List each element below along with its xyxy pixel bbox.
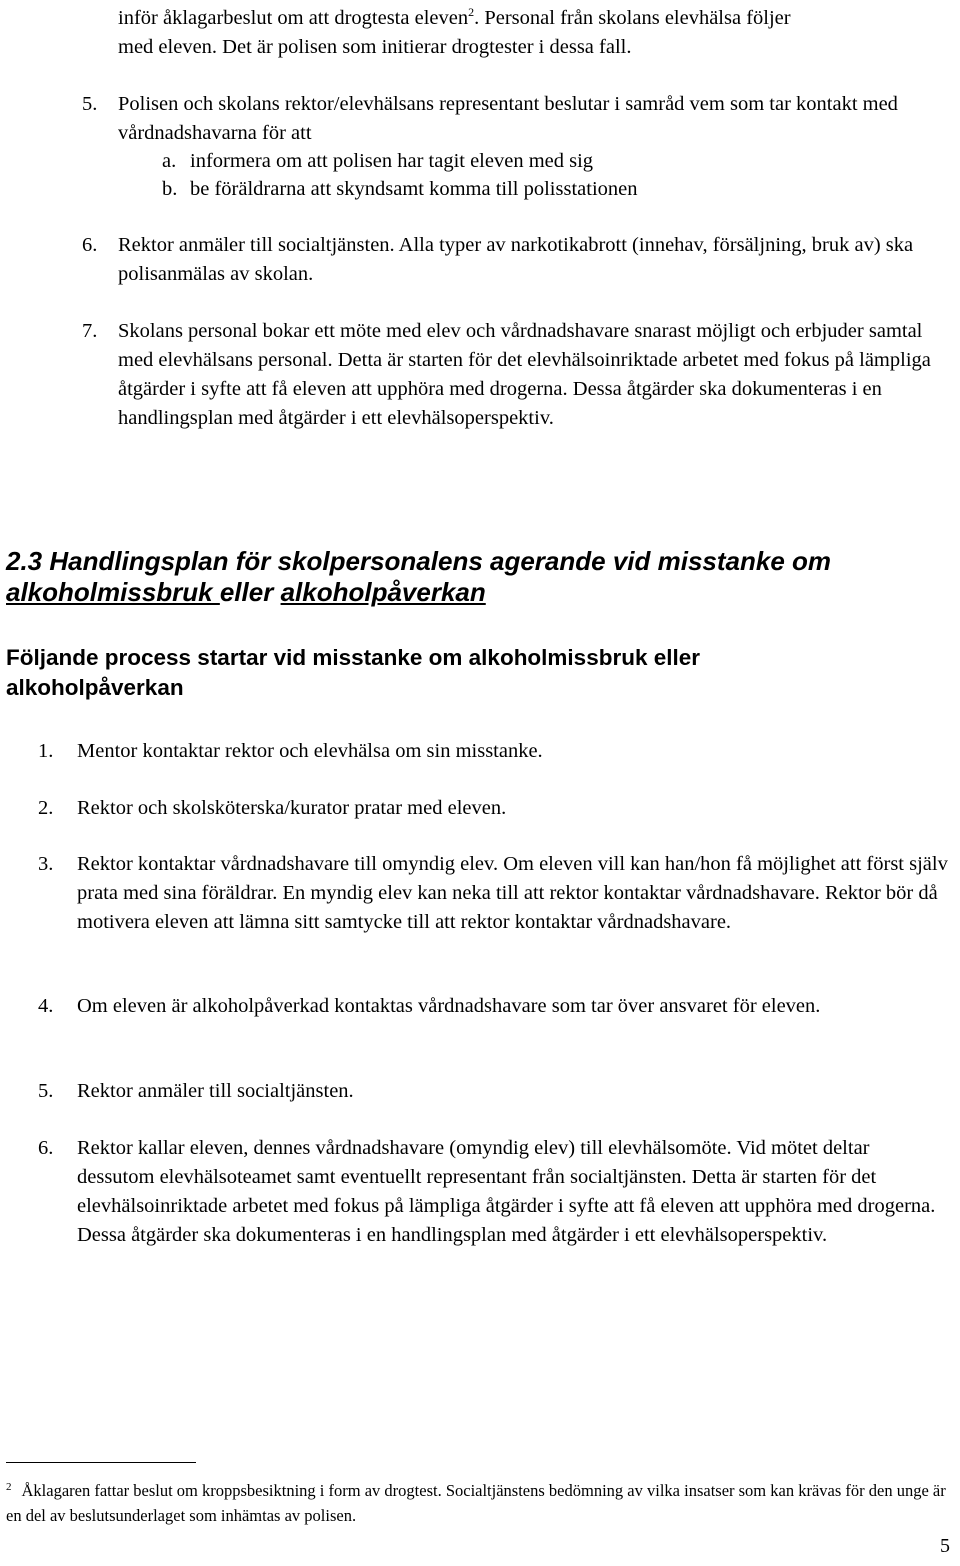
list-item-number: 6. bbox=[82, 234, 98, 256]
list-item-text: Rektor anmäler till socialtjänsten. Alla typer av narkotikabrott (innehav, försäljning, bruk av) ska polisanmälas av skolan. bbox=[118, 234, 914, 285]
footnote bbox=[6, 1478, 951, 1528]
list-item-text: Mentor kontaktar rektor och elevhälsa om sin misstanke. bbox=[77, 740, 543, 762]
intro-line-2: med eleven. Det är polisen som initierar drogtester i dessa fall. bbox=[118, 36, 632, 58]
footnote-reference: 2 bbox=[468, 5, 475, 20]
sub-item-text: be föräldrarna att skyndsamt komma till polisstationen bbox=[190, 178, 638, 200]
section-subheading bbox=[6, 643, 906, 703]
list-item-text: Skolans personal bokar ett möte med elev och vårdnadshavare snarast möjligt och erbjuder samtal med elevhälsans personal. Detta är starten för det elevhälsoinriktade arbetet med fokus på lämpliga åtgärder i syfte att få eleven att upphöra med drogerna. Dessa åtgärder ska dokumenteras i en handlingsplan med åtgärder i ett elevhälsoperspektiv. bbox=[118, 320, 931, 429]
list-item-number: 5. bbox=[82, 93, 98, 115]
list-item-number: 1. bbox=[38, 740, 54, 762]
list-item-number: 6. bbox=[38, 1137, 54, 1159]
list-item-number: 7. bbox=[82, 320, 98, 342]
sub-item-marker: a. bbox=[162, 150, 177, 172]
footnote-divider bbox=[6, 1462, 196, 1463]
intro-text-b: . Personal från skolans elevhälsa följer bbox=[474, 7, 791, 29]
section-heading bbox=[6, 546, 956, 608]
footnote-marker: 2 bbox=[6, 1480, 12, 1493]
list-item-number: 2. bbox=[38, 797, 54, 819]
list-item-number: 5. bbox=[38, 1080, 54, 1102]
list-item-text: Polisen och skolans rektor/elevhälsans representant beslutar i samråd vem som tar kontakt med vårdnadshavarna för att bbox=[118, 93, 898, 144]
page-number: 5 bbox=[940, 1535, 950, 1557]
heading-underlined-term-2: alkoholpåverkan bbox=[280, 577, 486, 607]
section-heading-line-1: 2.3 Handlingsplan för skolpersonalens agerande vid misstanke om bbox=[6, 546, 832, 576]
list-item-text: Rektor och skolsköterska/kurator pratar med eleven. bbox=[77, 797, 507, 819]
subheading-line-1: Följande process startar vid misstanke om alkoholmissbruk eller bbox=[6, 645, 701, 670]
intro-text-a: inför åklagarbeslut om att drogtesta eleven bbox=[118, 7, 469, 29]
list-item-text: Rektor kontaktar vårdnadshavare till omyndig elev. Om eleven vill kan han/hon få möjlighet att först själv prata med sina föräldrar. En myndig elev kan neka till att rektor kontaktar vårdnadshavare. Rektor bör då motivera eleven att lämna sitt samtycke till att rektor kontaktar vårdnadshavare. bbox=[77, 853, 948, 933]
intro-line-1 bbox=[118, 4, 953, 33]
section-heading-line-2 bbox=[6, 577, 956, 608]
heading-underlined-term-1: alkoholmissbruk bbox=[6, 577, 220, 607]
list-item-number: 4. bbox=[38, 995, 54, 1017]
list-item-number: 3. bbox=[38, 853, 54, 875]
sub-item-marker: b. bbox=[162, 178, 178, 200]
footnote-text: Åklagaren fattar beslut om kroppsbesiktning i form av drogtest. Socialtjänstens bedömning av vilka insatser som kan krävas för den unge är en del av beslutsunderlaget som inhämtas av polisen. bbox=[6, 1481, 946, 1525]
sub-item-text: informera om att polisen har tagit eleven med sig bbox=[190, 150, 594, 172]
subheading-line-2: alkoholpåverkan bbox=[6, 675, 184, 700]
heading-connector: eller bbox=[219, 577, 281, 607]
list-item-text: Rektor anmäler till socialtjänsten. bbox=[77, 1080, 354, 1102]
list-item-text: Rektor kallar eleven, dennes vårdnadshavare (omyndig elev) till elevhälsomöte. Vid mötet deltar dessutom elevhälsoteamet samt eventuellt representant från socialtjänsten. Detta är starten för det elevhälsoinriktade arbetet med fokus på lämpliga åtgärder i syfte att få eleven att upphöra med drogerna. Dessa åtgärder ska dokumenteras i en handlingsplan med åtgärder i ett elevhälsoperspektiv. bbox=[77, 1137, 936, 1246]
list-item-text: Om eleven är alkoholpåverkad kontaktas vårdnadshavare som tar över ansvaret för eleven. bbox=[77, 995, 821, 1017]
